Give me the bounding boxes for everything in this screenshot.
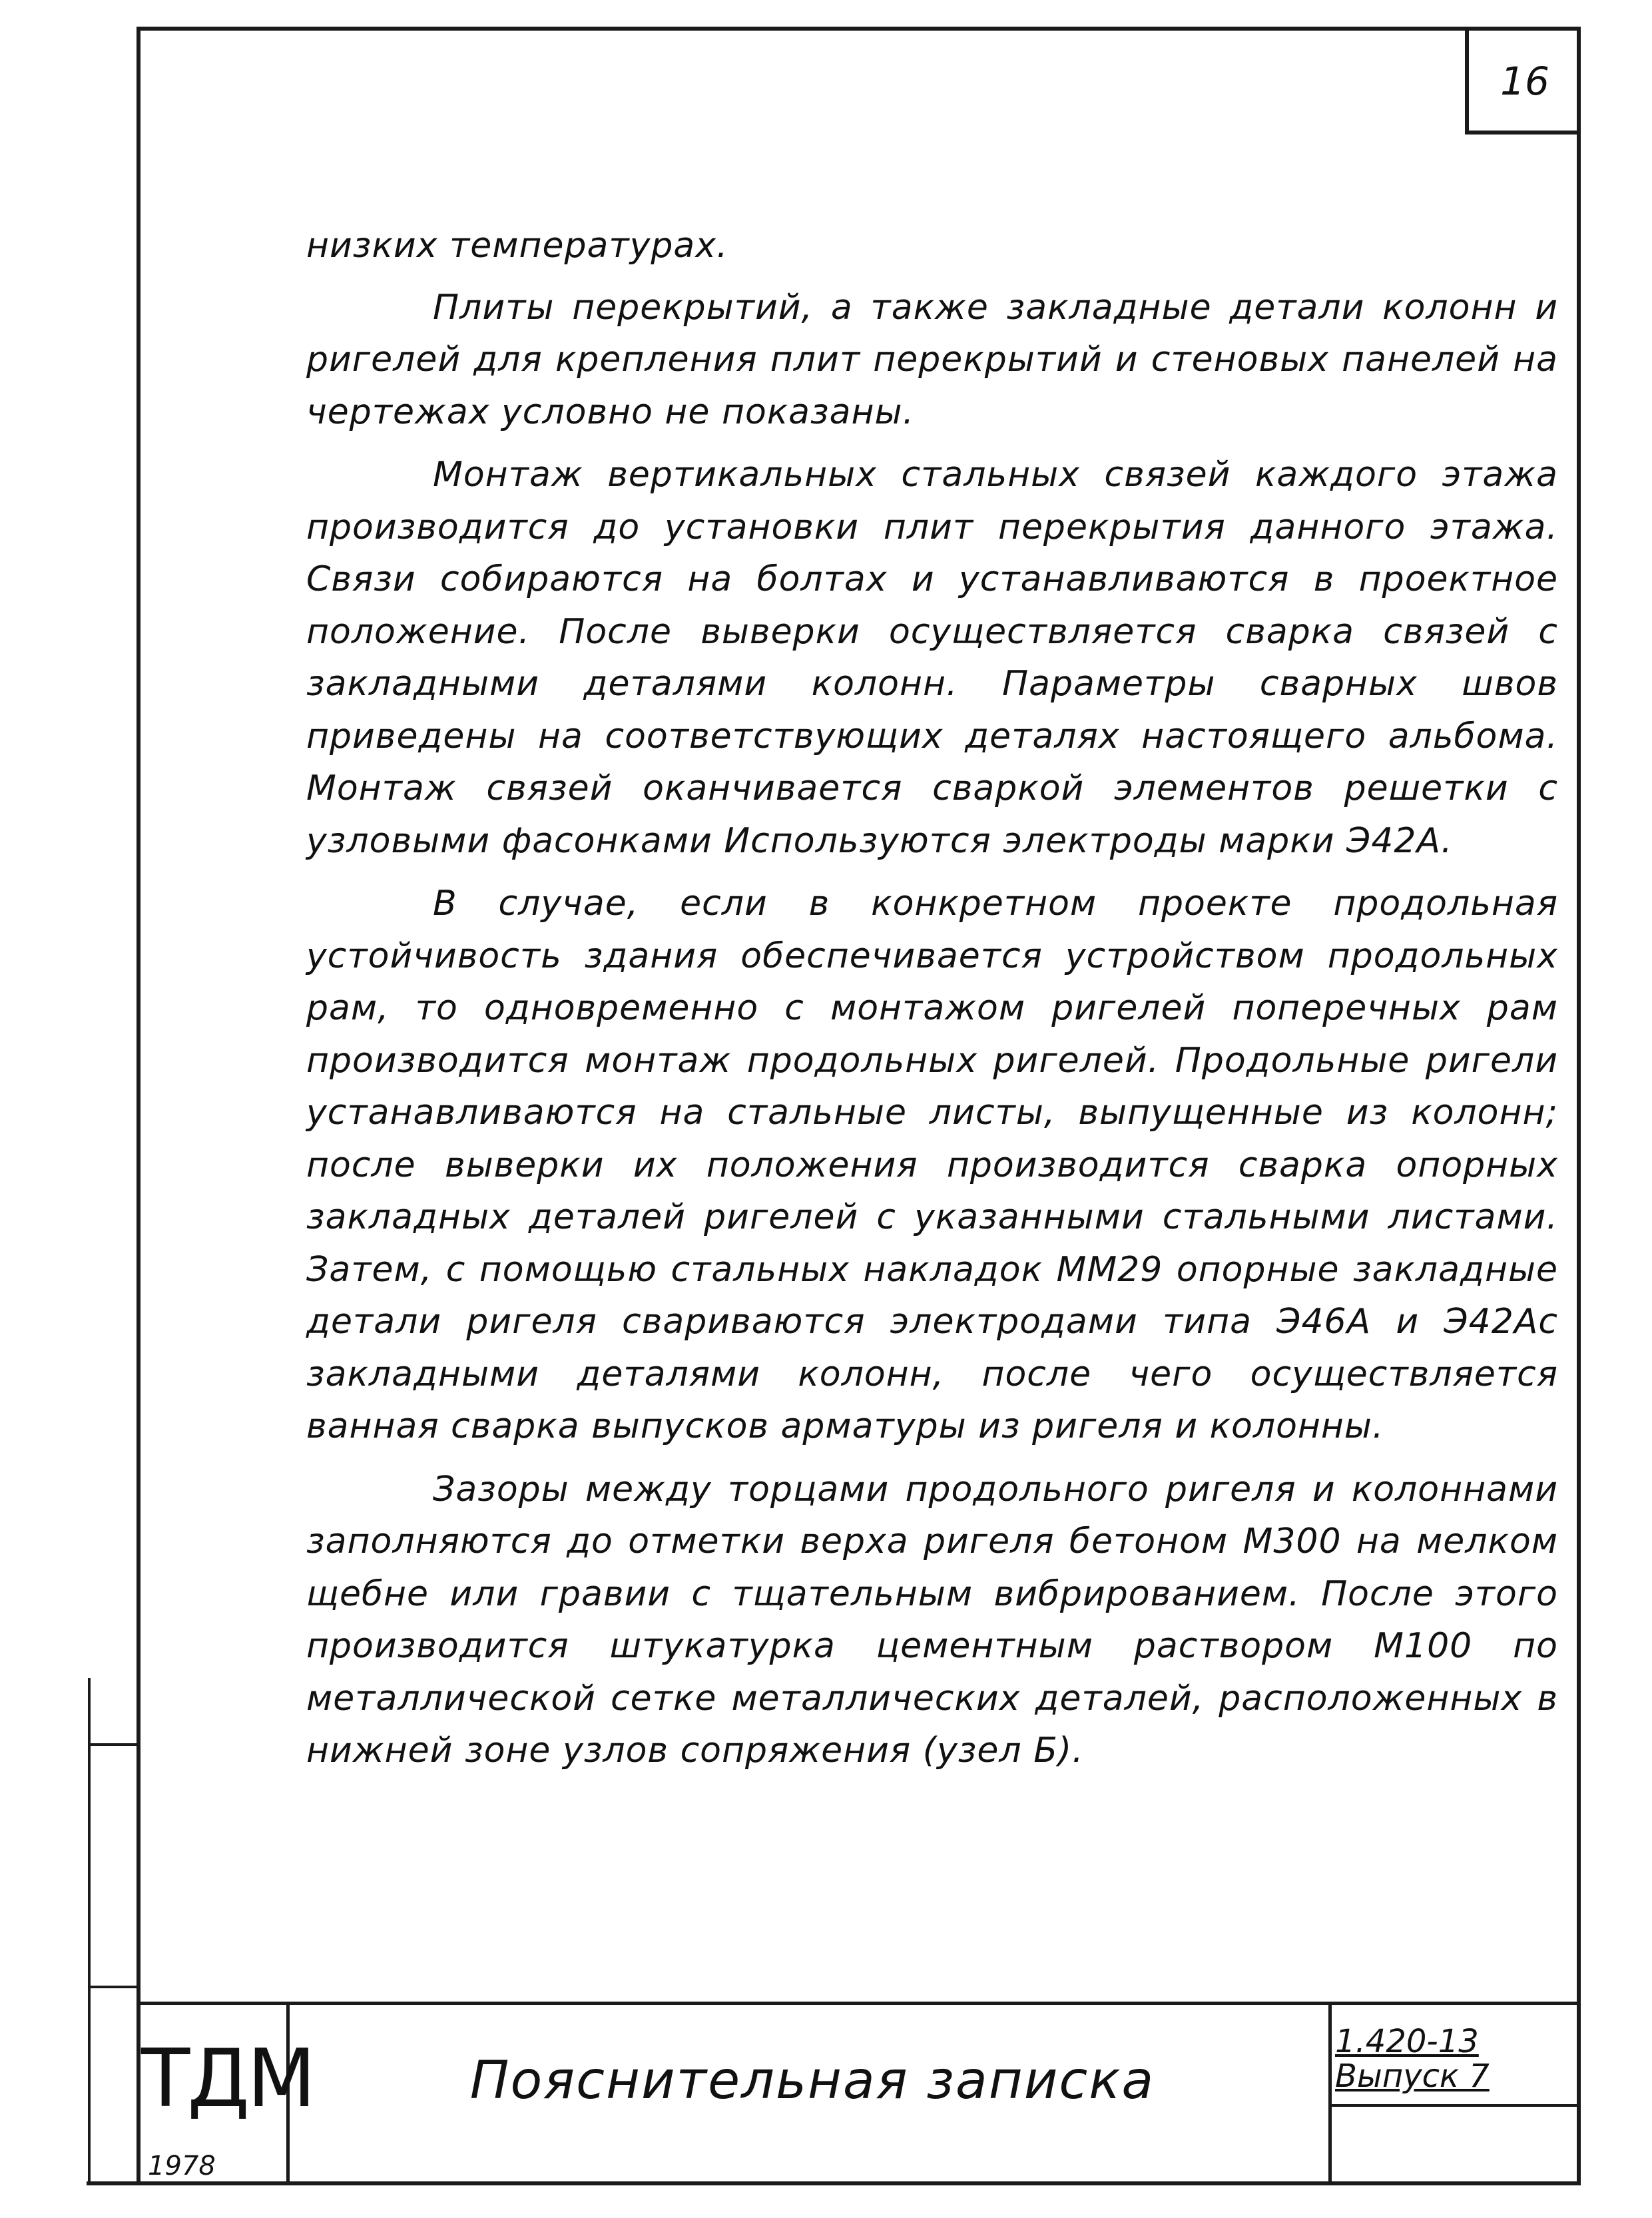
- margin-tick-1: [88, 1743, 140, 1746]
- document-title: Пояснительная записка: [469, 2051, 1155, 2111]
- margin-line-left: [88, 1678, 91, 2184]
- paragraph-floor-slabs: Плиты перекрытий, а также закладные детали колонн и ригелей для крепления плит перекрытий и стеновых панелей на чертежах условно не показаны.: [306, 287, 1558, 432]
- frame-left-border: [137, 27, 140, 2184]
- paragraph-vertical-bracing: Монтаж вертикальных стальных связей каждого этажа производится до установки плит перекрытия данного этажа. Связи собираются на болтах и устанавливаются в проектное положение. После выверки осуществляется сварка связей с закладными деталями колонн. Параметры сварных швов приведены на соответствующих деталях настоящего альбома. Монтаж связей оканчивается сваркой элементов решетки с узловыми фасонками Используются электроды марки Э42А.: [306, 455, 1558, 861]
- logo-year: 1978: [148, 2151, 216, 2181]
- title-block-code-underline: [1328, 2104, 1581, 2107]
- margin-tick-2: [88, 1986, 140, 1988]
- frame-bottom-border: [87, 2181, 1581, 2185]
- page-number-box: [1465, 27, 1581, 135]
- paragraph-gap-filling: Зазоры между торцами продольного ригеля и колоннами заполняются до отметки верха ригеля бетоном М300 на мелком щебне или гравии с тщательным вибрированием. После этого производится штукатурка цементным раствором М100 по металлической сетке металлических деталей, расположенных в нижней зоне узлов сопряжения (узел Б).: [306, 1469, 1558, 1771]
- title-block-top-line: [137, 2002, 1581, 2005]
- frame-right-border: [1577, 27, 1581, 2184]
- document-series-code: 1.420-13: [1335, 2023, 1479, 2060]
- document-issue-number: Выпуск 7: [1335, 2058, 1490, 2095]
- document-code: [1335, 2024, 1490, 2093]
- paragraph-longitudinal-frames: В случае, если в конкретном проекте продольная устойчивость здания обеспечивается устройством продольных рам, то одновременно с монтажом ригелей поперечных рам производится монтаж продольных ригелей. Продольные ригели устанавливаются на стальные листы, выпущенные из колонн; после выверки их положения производится сварка опорных закладных деталей ригелей с указанными стальными листами. Затем, с помощью стальных накладок ММ29 опорные закладные детали ригеля свариваются электродами типа Э46А и Э42Ас закладными деталями колонн, после чего осуществляется ванная сварка выпусков арматуры из ригеля и колонны.: [306, 884, 1558, 1446]
- explanatory-note-body: [306, 220, 1558, 1788]
- organization-logo: ТДМ: [141, 2033, 314, 2125]
- frame-top-border: [137, 27, 1581, 31]
- paragraph-continuation: низких температурах.: [306, 226, 728, 266]
- page-number: 16: [1500, 59, 1549, 104]
